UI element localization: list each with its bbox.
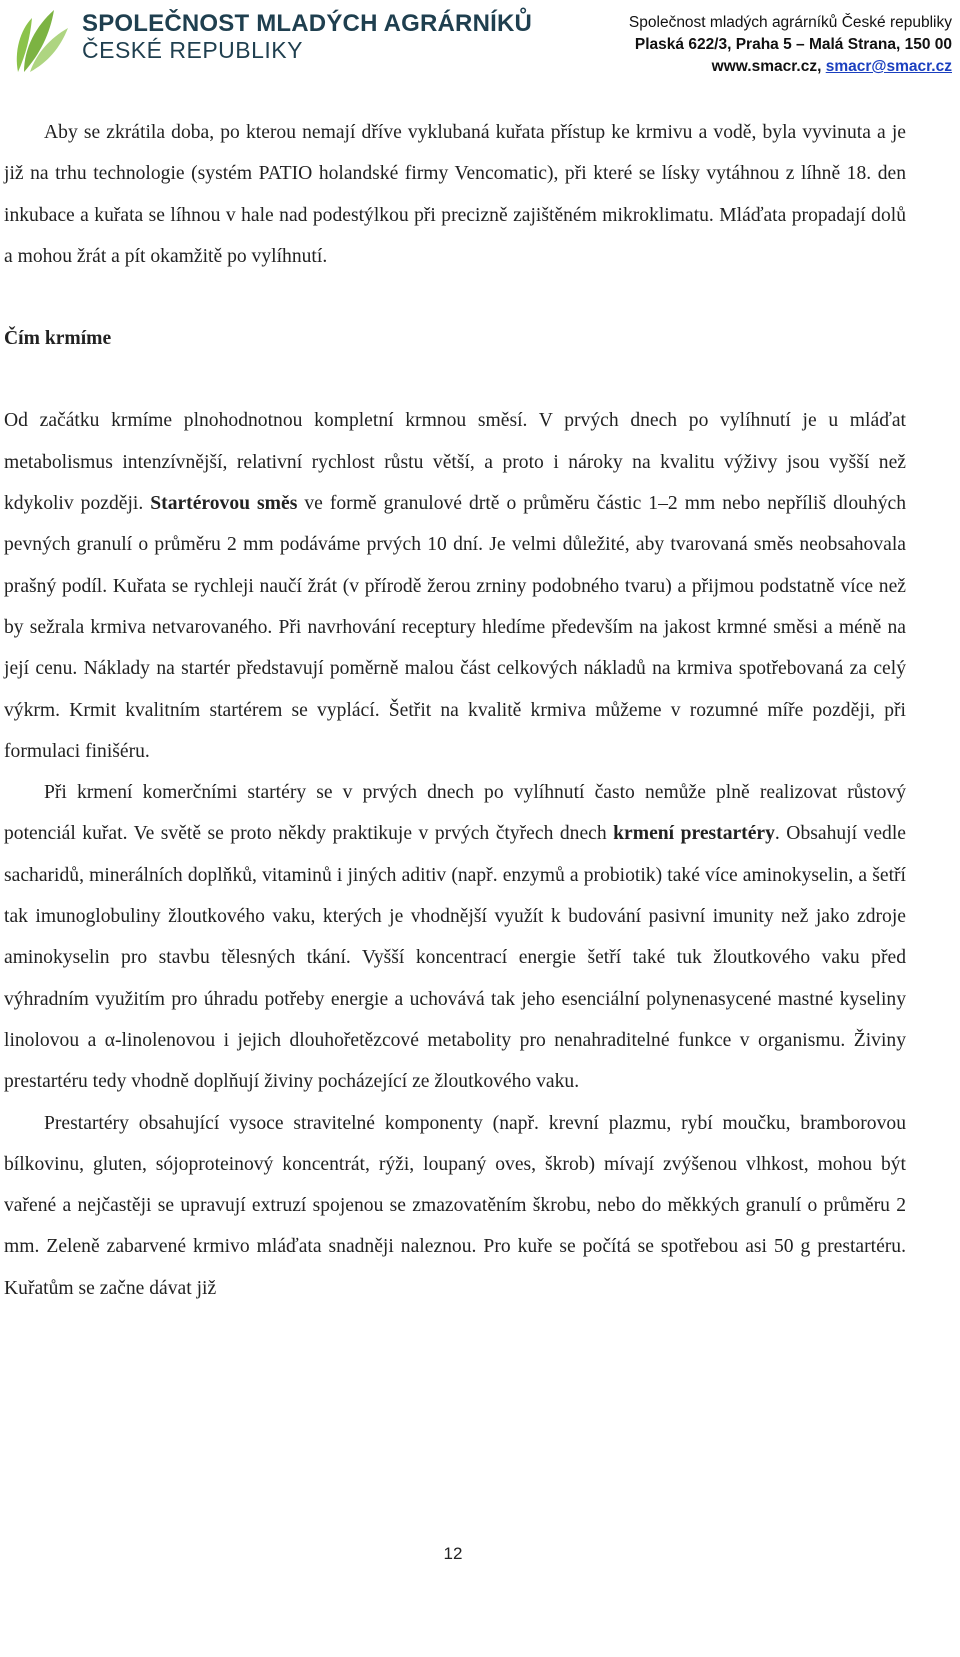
- paragraph-starter: [4, 400, 906, 772]
- contact-separator: ,: [817, 58, 826, 75]
- page-number: 12: [443, 1544, 463, 1563]
- paragraph-patio: Aby se zkrátila doba, po kterou nemají dříve vyklubaná kuřata přístup ke krmivu a vodě, byla vyvinuta a je již na trhu technologie (systém PATIO holandské firmy Vencomatic), při které se lísky vytáhnou z líhně 18. den inkubace a kuřata se líhnou v hale nad podestýlkou při precizně zajištěném mikroklimatu. Mláďata propadají dolů a mohou žrát a pít okamžitě po vylíhnutí.: [4, 122, 906, 267]
- contact-block: [629, 12, 952, 78]
- email-link[interactable]: smacr@smacr.cz: [825, 58, 952, 75]
- organization-name: [82, 12, 532, 62]
- contact-name: Společnost mladých agrárníků České republiky: [628, 14, 952, 31]
- p2-text-b: ve formě granulové drtě o průměru částic 1–2 mm nebo nepříliš dlouhých pevných granulí o průměru 2 mm podáváme prvých 10 dní. Je velmi důležité, aby tvarovaná směs neobsahovala prašný podíl. Kuřata se rychleji naučí žrát (v přírodě žerou zrniny podobného tvaru) a přijmou podstatně více než by sežrala krmiva netvarovaného. Při navrhování receptury hledíme především na jakost krmné směsi a méně na její cenu. Náklady na startér představují poměrně malou část celkových nákladů na krmiva spotřebovaná za celý výkrm. Krmit kvalitním startérem se vyplácí. Šetřit na kvalitě krmiva můžeme v rozumné míře později, při formulaci finišéru.: [4, 493, 906, 762]
- contact-address: Plaská 622/3, Praha 5 – Malá Strana, 150 00: [634, 36, 952, 53]
- page-header: [0, 0, 960, 80]
- section-heading: Čím krmíme: [4, 328, 112, 350]
- org-name-line2: ČESKÉ REPUBLIKY: [82, 37, 303, 63]
- p2-text-a: Od začátku krmíme plnohodnotnou kompletní krmnou směsí. V prvých dnech po vylíhnutí je u mláďat metabolismus intenzívnější, relativní rychlost růstu větší, a proto i nároky na kvalitu výživy jsou vyšší než kdykoliv později.: [4, 410, 906, 515]
- p2-bold-term: Startérovou směs: [150, 493, 298, 515]
- paragraph-prestarter: [4, 772, 906, 1102]
- website-text: www.smacr.cz: [711, 58, 818, 75]
- leaf-logo-icon: [10, 4, 74, 76]
- org-name-line1: SPOLEČNOST MLADÝCH AGRÁRNÍKŮ: [82, 10, 533, 37]
- p3-text-b: . Obsahují vedle sacharidů, minerálních doplňků, vitaminů i jiných aditiv (např. enzymů a probiotik) také více aminokyselin, a šetří tak imunoglobuliny žloutkového vaku, kterých je vhodnější využít k budování pasivní imunity než jako zdroje aminokyselin pro stavbu tělesných tkání. Vyšší koncentrací energie šetří také tuk žloutkového vaku před výhradním využitím pro úhradu potřeby energie a uchovává tak jeho esenciální polynenasycené mastné kyseliny linolovou a α-linolenovou i jejich dlouhořetězcové metabolity pro nenahraditelné funkce v organismu. Živiny prestartéru tedy vhodně doplňují živiny pocházející ze žloutkového vaku.: [4, 823, 906, 1093]
- paragraph-components: Prestartéry obsahující vysoce stravitelné komponenty (např. krevní plazmu, rybí moučku, bramborovou bílkovinu, gluten, sójoproteinový koncentrát, rýži, loupaný oves, škrob) mívají zvýšenou vlhkost, mohou být vařené a nejčastěji se upravují extruzí spojenou se zmazovatěním škrobu, nebo do měkkých granulí o průměru 2 mm. Zeleně zabarvené krmivo mláďata snadněji naleznou. Pro kuře se počítá se spotřebou asi 50 g prestartéru. Kuřatům se začne dávat již: [4, 1112, 906, 1299]
- p3-bold-term: krmení prestartéry: [613, 823, 775, 845]
- p3-text-a: Při krmení komerčními startéry se v prvých dnech po vylíhnutí často nemůže plně realizovat růstový potenciál kuřat. Ve světě se proto někdy praktikuje v prvých čtyřech dnech: [4, 782, 906, 845]
- contact-links: [629, 56, 952, 78]
- document-body: [4, 112, 906, 1309]
